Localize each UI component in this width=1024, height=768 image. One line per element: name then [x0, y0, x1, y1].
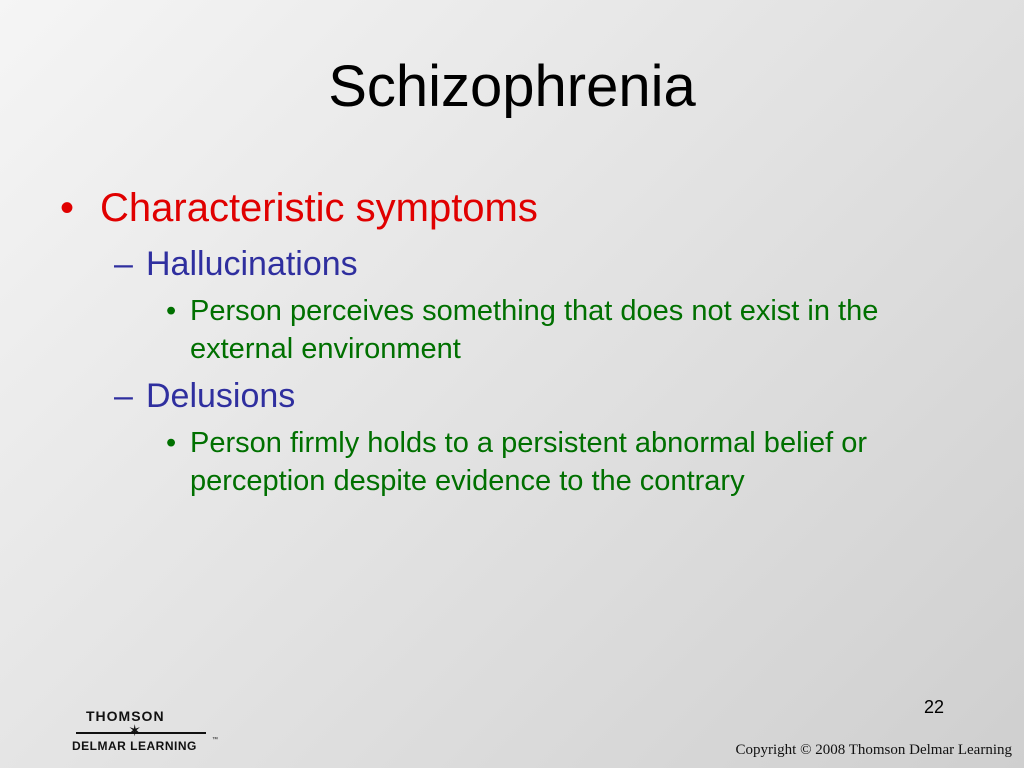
- bullet-glyph: •: [166, 427, 177, 459]
- slide-title: Schizophrenia: [328, 54, 696, 119]
- logo-text-bottom: DELMAR LEARNING: [72, 739, 197, 753]
- dash-glyph: –: [114, 245, 133, 283]
- detail-delusions: [60, 424, 960, 500]
- logo-trademark: ™: [212, 737, 218, 743]
- copyright-notice: Copyright © 2008 Thomson Delmar Learning: [735, 742, 1012, 758]
- subbullet-delusions: [60, 372, 960, 420]
- subbullet-text: Delusions: [146, 377, 296, 415]
- subbullet-text: Hallucinations: [146, 245, 358, 283]
- slide-content: [60, 180, 960, 504]
- bullet-text: Characteristic symptoms: [100, 186, 538, 230]
- logo-text-top: THOMSON: [86, 708, 165, 724]
- bullet-glyph: •: [166, 295, 177, 327]
- detail-hallucinations: [60, 292, 960, 368]
- bullet-glyph: •: [60, 186, 75, 230]
- detail-text: Person perceives something that does not exist in the external environment: [190, 295, 879, 365]
- slide-number: 22: [923, 697, 945, 717]
- star-burst-icon: ✶: [128, 723, 142, 740]
- detail-text: Person firmly holds to a persistent abnormal belief or perception despite evidence to the contrary: [190, 427, 867, 497]
- thomson-delmar-logo: [72, 708, 222, 756]
- subbullet-hallucinations: [60, 240, 960, 288]
- dash-glyph: –: [114, 377, 133, 415]
- bullet-characteristic-symptoms: [60, 180, 960, 236]
